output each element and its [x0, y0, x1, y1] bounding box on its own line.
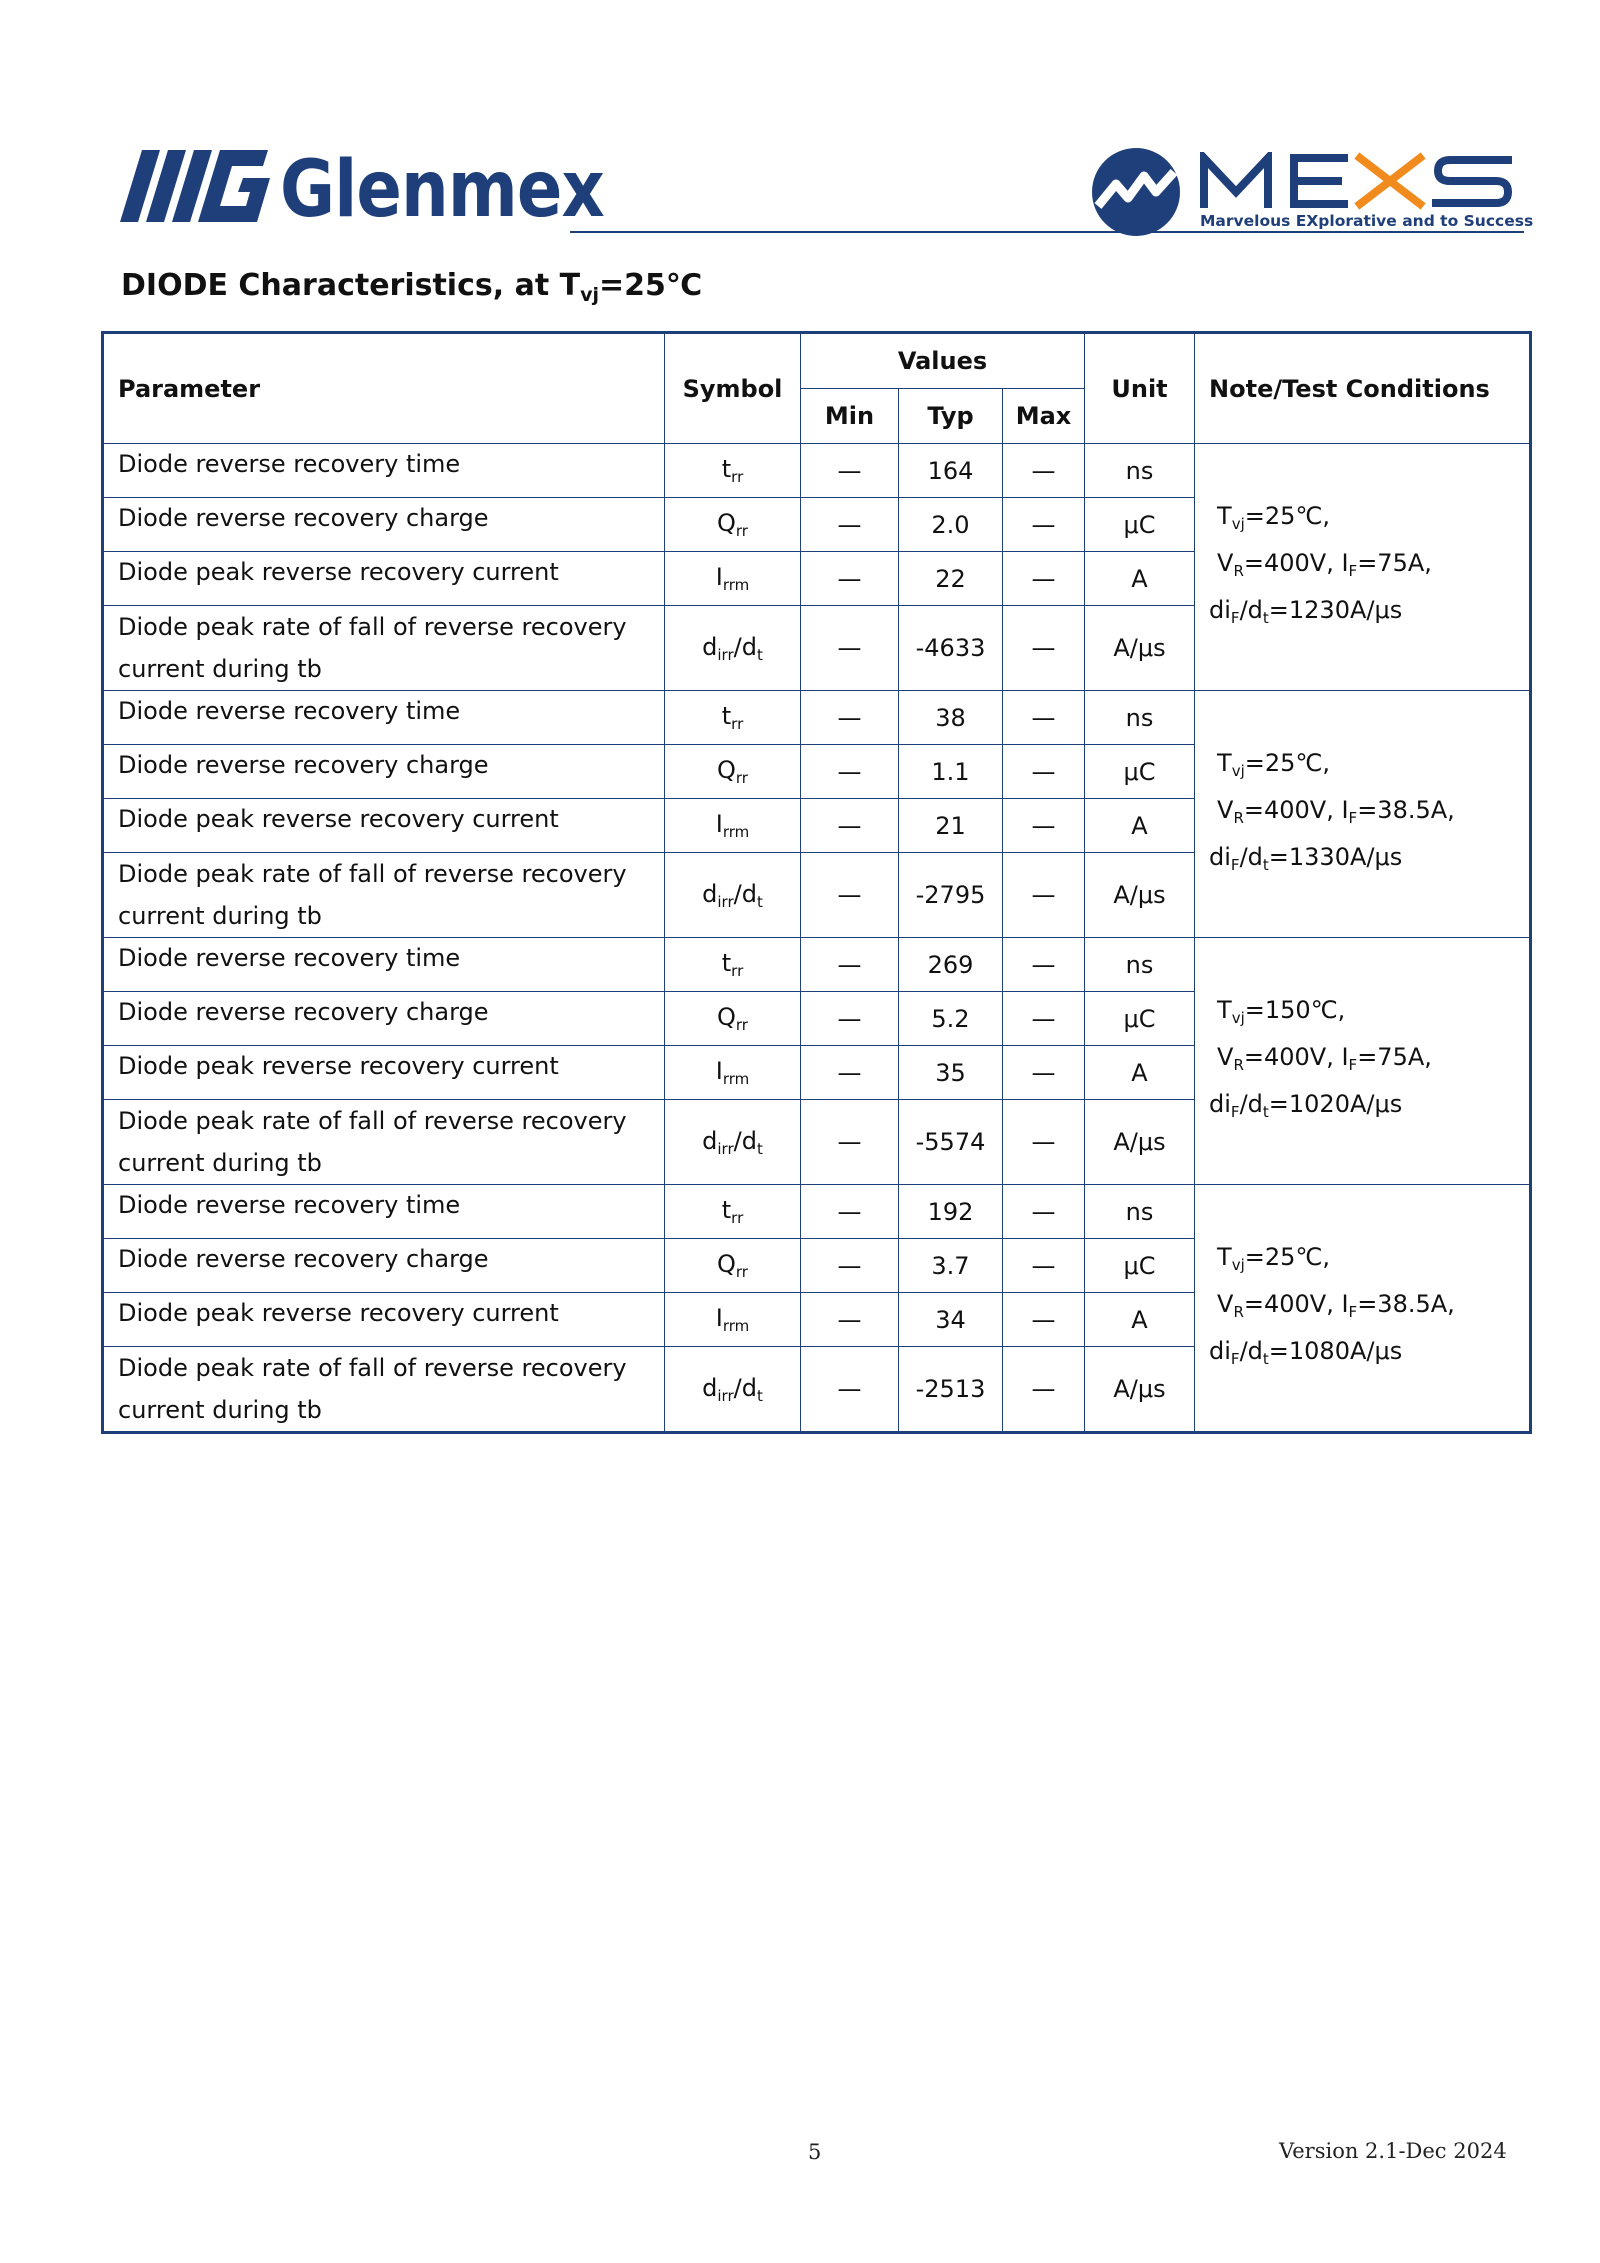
symbol-subscript: rr — [731, 962, 744, 980]
symbol-subscript: t — [756, 892, 763, 911]
param-line: current during tb — [118, 1396, 322, 1424]
param-line: Diode reverse recovery charge — [118, 504, 489, 532]
param-cell — [103, 1239, 665, 1293]
max-cell: — — [1003, 853, 1085, 938]
typ-cell: 35 — [899, 1046, 1003, 1100]
symbol-subscript: irr — [717, 1386, 734, 1405]
symbol-cell — [665, 1100, 801, 1185]
max-cell: — — [1003, 1293, 1085, 1347]
condition-text: V — [1217, 795, 1234, 824]
min-cell: — — [801, 799, 899, 853]
max-cell: — — [1003, 552, 1085, 606]
condition-text: di — [1209, 842, 1231, 871]
max-cell: — — [1003, 498, 1085, 552]
symbol-cell — [665, 938, 801, 992]
param-line: Diode peak rate of fall of reverse recovery — [118, 1107, 627, 1135]
unit-cell: μC — [1085, 745, 1195, 799]
symbol-cell — [665, 1293, 801, 1347]
condition-text: T — [1217, 995, 1232, 1024]
unit-cell: ns — [1085, 691, 1195, 745]
param-cell — [103, 1046, 665, 1100]
condition-text: V — [1217, 1042, 1234, 1071]
condition-text: /d — [1239, 842, 1263, 871]
condition-text: V — [1217, 1289, 1234, 1318]
symbol-base: /d — [733, 632, 757, 661]
condition-text: /d — [1239, 595, 1263, 624]
title-prefix: DIODE Characteristics, at T — [121, 268, 581, 303]
symbol-subscript: rr — [731, 715, 744, 733]
min-cell: — — [801, 938, 899, 992]
param-line: Diode peak rate of fall of reverse recovery — [118, 1354, 627, 1382]
condition-text: =75A, — [1357, 548, 1432, 577]
table-row — [103, 691, 1531, 745]
param-cell — [103, 552, 665, 606]
condition-subscript: R — [1233, 1055, 1244, 1074]
condition-text: =1080A/μs — [1268, 1336, 1403, 1365]
unit-cell: A — [1085, 1046, 1195, 1100]
param-line: Diode reverse recovery time — [118, 1191, 461, 1219]
typ-cell: 21 — [899, 799, 1003, 853]
symbol-cell — [665, 992, 801, 1046]
param-line: Diode reverse recovery time — [118, 697, 461, 725]
param-cell — [103, 799, 665, 853]
table-row — [103, 1185, 1531, 1239]
condition-subscript: R — [1233, 1302, 1244, 1321]
symbol-subscript: rr — [731, 468, 744, 486]
condition-text: =38.5A, — [1357, 795, 1455, 824]
condition-text: =400V, I — [1243, 1289, 1349, 1318]
header-typ: Typ — [899, 389, 1003, 444]
unit-cell: A — [1085, 799, 1195, 853]
symbol-subscript: rrm — [722, 576, 750, 594]
symbol-cell — [665, 1185, 801, 1239]
param-cell — [103, 444, 665, 498]
unit-cell: A — [1085, 552, 1195, 606]
min-cell: — — [801, 444, 899, 498]
max-cell: — — [1003, 444, 1085, 498]
symbol-cell — [665, 853, 801, 938]
min-cell: — — [801, 498, 899, 552]
typ-cell: 1.1 — [899, 745, 1003, 799]
condition-line — [1209, 991, 1529, 1038]
header-symbol: Symbol — [665, 333, 801, 444]
version-label: Version 2.1-Dec 2024 — [1279, 2139, 1507, 2163]
condition-subscript: vj — [1231, 1255, 1245, 1274]
typ-cell: 269 — [899, 938, 1003, 992]
condition-text: =400V, I — [1243, 1042, 1349, 1071]
typ-cell: 34 — [899, 1293, 1003, 1347]
symbol-base: I — [715, 563, 723, 591]
glenmex-brand-name: Glenmex — [280, 145, 604, 235]
typ-cell: 5.2 — [899, 992, 1003, 1046]
test-conditions-cell — [1195, 1185, 1531, 1433]
unit-cell: ns — [1085, 938, 1195, 992]
unit-cell: A/μs — [1085, 606, 1195, 691]
symbol-cell — [665, 799, 801, 853]
min-cell: — — [801, 1046, 899, 1100]
typ-cell: 22 — [899, 552, 1003, 606]
param-cell — [103, 853, 665, 938]
symbol-cell — [665, 1239, 801, 1293]
param-line: Diode reverse recovery charge — [118, 751, 489, 779]
condition-subscript: F — [1230, 855, 1240, 874]
typ-cell: -2795 — [899, 853, 1003, 938]
condition-line — [1209, 1038, 1529, 1085]
min-cell: — — [801, 552, 899, 606]
condition-text: T — [1217, 1242, 1232, 1271]
condition-text: di — [1209, 1336, 1231, 1365]
symbol-cell — [665, 1347, 801, 1433]
max-cell: — — [1003, 745, 1085, 799]
symbol-subscript: t — [756, 1386, 763, 1405]
min-cell: — — [801, 1185, 899, 1239]
param-line: current during tb — [118, 655, 322, 683]
param-cell — [103, 1293, 665, 1347]
param-line: Diode peak rate of fall of reverse recovery — [118, 860, 627, 888]
min-cell: — — [801, 992, 899, 1046]
condition-text: =25℃, — [1244, 501, 1330, 530]
unit-cell: A — [1085, 1293, 1195, 1347]
condition-line — [1209, 544, 1529, 591]
symbol-subscript: irr — [717, 1139, 734, 1158]
section-title — [121, 268, 702, 306]
param-cell — [103, 1347, 665, 1433]
condition-text: /d — [1239, 1336, 1263, 1365]
typ-cell: 38 — [899, 691, 1003, 745]
max-cell: — — [1003, 1347, 1085, 1433]
symbol-base: Q — [717, 756, 736, 784]
header-note: Note/Test Conditions — [1195, 333, 1531, 444]
symbol-subscript: rrm — [722, 1070, 750, 1088]
condition-text: di — [1209, 595, 1231, 624]
param-line: Diode peak reverse recovery current — [118, 805, 559, 833]
condition-text: =75A, — [1357, 1042, 1432, 1071]
unit-cell: A/μs — [1085, 853, 1195, 938]
condition-subscript: R — [1233, 561, 1244, 580]
typ-cell: 164 — [899, 444, 1003, 498]
condition-line — [1209, 744, 1529, 791]
condition-line — [1209, 1332, 1529, 1379]
table-row — [103, 938, 1531, 992]
min-cell: — — [801, 1347, 899, 1433]
symbol-base: I — [715, 1057, 723, 1085]
max-cell: — — [1003, 938, 1085, 992]
test-conditions-cell — [1195, 444, 1531, 691]
condition-subscript: t — [1262, 608, 1269, 627]
param-cell — [103, 992, 665, 1046]
unit-cell: μC — [1085, 1239, 1195, 1293]
param-line: Diode reverse recovery time — [118, 450, 461, 478]
unit-cell: μC — [1085, 992, 1195, 1046]
symbol-cell — [665, 498, 801, 552]
min-cell: — — [801, 745, 899, 799]
condition-subscript: t — [1262, 855, 1269, 874]
condition-subscript: F — [1230, 608, 1240, 627]
min-cell: — — [801, 606, 899, 691]
unit-cell: ns — [1085, 444, 1195, 498]
param-line: Diode peak rate of fall of reverse recovery — [118, 613, 627, 641]
typ-cell: 192 — [899, 1185, 1003, 1239]
symbol-cell — [665, 745, 801, 799]
symbol-cell — [665, 1046, 801, 1100]
symbol-subscript: rr — [735, 1016, 748, 1034]
condition-text: =38.5A, — [1357, 1289, 1455, 1318]
param-line: current during tb — [118, 1149, 322, 1177]
condition-text: V — [1217, 548, 1234, 577]
symbol-base: I — [715, 810, 723, 838]
condition-text: =400V, I — [1243, 548, 1349, 577]
param-cell — [103, 498, 665, 552]
condition-subscript: R — [1233, 808, 1244, 827]
param-cell — [103, 606, 665, 691]
condition-subscript: F — [1230, 1102, 1240, 1121]
param-line: Diode reverse recovery time — [118, 944, 461, 972]
typ-cell: 2.0 — [899, 498, 1003, 552]
title-suffix: =25℃ — [598, 268, 703, 303]
symbol-subscript: rr — [735, 522, 748, 540]
condition-text: T — [1217, 748, 1232, 777]
condition-text: di — [1209, 1089, 1231, 1118]
condition-line — [1209, 791, 1529, 838]
condition-subscript: vj — [1231, 1008, 1245, 1027]
table-row — [103, 444, 1531, 498]
symbol-base: Q — [717, 1250, 736, 1278]
min-cell: — — [801, 1293, 899, 1347]
symbol-base: d — [702, 879, 718, 908]
min-cell: — — [801, 1239, 899, 1293]
condition-text: =25℃, — [1244, 1242, 1330, 1271]
condition-line — [1209, 838, 1529, 885]
mexs-tagline: Marvelous EXplorative and to Success — [1200, 212, 1534, 230]
diode-characteristics-table — [101, 331, 1532, 1434]
symbol-base: d — [702, 1373, 718, 1402]
mg-monogram-icon — [120, 150, 270, 222]
test-conditions-cell — [1195, 691, 1531, 938]
param-line: Diode reverse recovery charge — [118, 998, 489, 1026]
param-line: Diode peak reverse recovery current — [118, 558, 559, 586]
condition-text: /d — [1239, 1089, 1263, 1118]
condition-subscript: F — [1348, 1302, 1358, 1321]
max-cell: — — [1003, 992, 1085, 1046]
symbol-subscript: rr — [735, 1263, 748, 1281]
symbol-cell — [665, 691, 801, 745]
symbol-base: /d — [733, 1373, 757, 1402]
param-cell — [103, 1185, 665, 1239]
condition-line — [1209, 1285, 1529, 1332]
symbol-subscript: rrm — [722, 823, 750, 841]
condition-text: =1230A/μs — [1268, 595, 1403, 624]
header-max: Max — [1003, 389, 1085, 444]
min-cell: — — [801, 1100, 899, 1185]
param-cell — [103, 691, 665, 745]
glenmex-logo — [120, 142, 604, 235]
typ-cell: -2513 — [899, 1347, 1003, 1433]
condition-subscript: F — [1348, 1055, 1358, 1074]
max-cell: — — [1003, 799, 1085, 853]
unit-cell: A/μs — [1085, 1100, 1195, 1185]
min-cell: — — [801, 853, 899, 938]
condition-subscript: t — [1262, 1349, 1269, 1368]
unit-cell: A/μs — [1085, 1347, 1195, 1433]
condition-subscript: t — [1262, 1102, 1269, 1121]
condition-line — [1209, 1238, 1529, 1285]
condition-line — [1209, 591, 1529, 638]
symbol-subscript: rrm — [722, 1317, 750, 1335]
mexs-wordmark — [1198, 152, 1518, 210]
symbol-base: t — [721, 455, 732, 483]
condition-text: =1330A/μs — [1268, 842, 1403, 871]
symbol-subscript: rr — [731, 1209, 744, 1227]
symbol-base: d — [702, 632, 718, 661]
typ-cell: -4633 — [899, 606, 1003, 691]
max-cell: — — [1003, 606, 1085, 691]
symbol-subscript: t — [756, 1139, 763, 1158]
unit-cell: ns — [1085, 1185, 1195, 1239]
symbol-cell — [665, 552, 801, 606]
typ-cell: 3.7 — [899, 1239, 1003, 1293]
param-line: Diode peak reverse recovery current — [118, 1299, 559, 1327]
header-parameter: Parameter — [103, 333, 665, 444]
symbol-subscript: rr — [735, 769, 748, 787]
symbol-base: /d — [733, 1126, 757, 1155]
max-cell: — — [1003, 1046, 1085, 1100]
header-min: Min — [801, 389, 899, 444]
typ-cell: -5574 — [899, 1100, 1003, 1185]
symbol-base: Q — [717, 509, 736, 537]
symbol-base: I — [715, 1304, 723, 1332]
symbol-base: t — [721, 949, 732, 977]
condition-line — [1209, 1085, 1529, 1132]
condition-text: =400V, I — [1243, 795, 1349, 824]
symbol-subscript: irr — [717, 645, 734, 664]
condition-subscript: vj — [1231, 514, 1245, 533]
param-line: Diode peak reverse recovery current — [118, 1052, 559, 1080]
condition-subscript: vj — [1231, 761, 1245, 780]
param-cell — [103, 745, 665, 799]
symbol-base: d — [702, 1126, 718, 1155]
symbol-cell — [665, 444, 801, 498]
symbol-base: /d — [733, 879, 757, 908]
header-unit: Unit — [1085, 333, 1195, 444]
condition-subscript: F — [1348, 808, 1358, 827]
condition-subscript: F — [1348, 561, 1358, 580]
test-conditions-cell — [1195, 938, 1531, 1185]
param-cell — [103, 938, 665, 992]
symbol-subscript: irr — [717, 892, 734, 911]
max-cell: — — [1003, 1239, 1085, 1293]
condition-text: T — [1217, 501, 1232, 530]
unit-cell: μC — [1085, 498, 1195, 552]
max-cell: — — [1003, 1100, 1085, 1185]
condition-line — [1209, 497, 1529, 544]
symbol-base: Q — [717, 1003, 736, 1031]
param-line: current during tb — [118, 902, 322, 930]
symbol-base: t — [721, 702, 732, 730]
header-values: Values — [801, 333, 1085, 389]
mexs-emblem-icon — [1090, 146, 1182, 238]
symbol-subscript: t — [756, 645, 763, 664]
mexs-logo — [1090, 146, 1534, 238]
condition-text: =25℃, — [1244, 748, 1330, 777]
condition-text: =150℃, — [1244, 995, 1346, 1024]
condition-text: =1020A/μs — [1268, 1089, 1403, 1118]
title-subscript: vj — [580, 284, 599, 306]
symbol-base: t — [721, 1196, 732, 1224]
symbol-cell — [665, 606, 801, 691]
max-cell: — — [1003, 691, 1085, 745]
condition-subscript: F — [1230, 1349, 1240, 1368]
page-number: 5 — [808, 2140, 822, 2164]
max-cell: — — [1003, 1185, 1085, 1239]
param-line: Diode reverse recovery charge — [118, 1245, 489, 1273]
param-cell — [103, 1100, 665, 1185]
min-cell: — — [801, 691, 899, 745]
